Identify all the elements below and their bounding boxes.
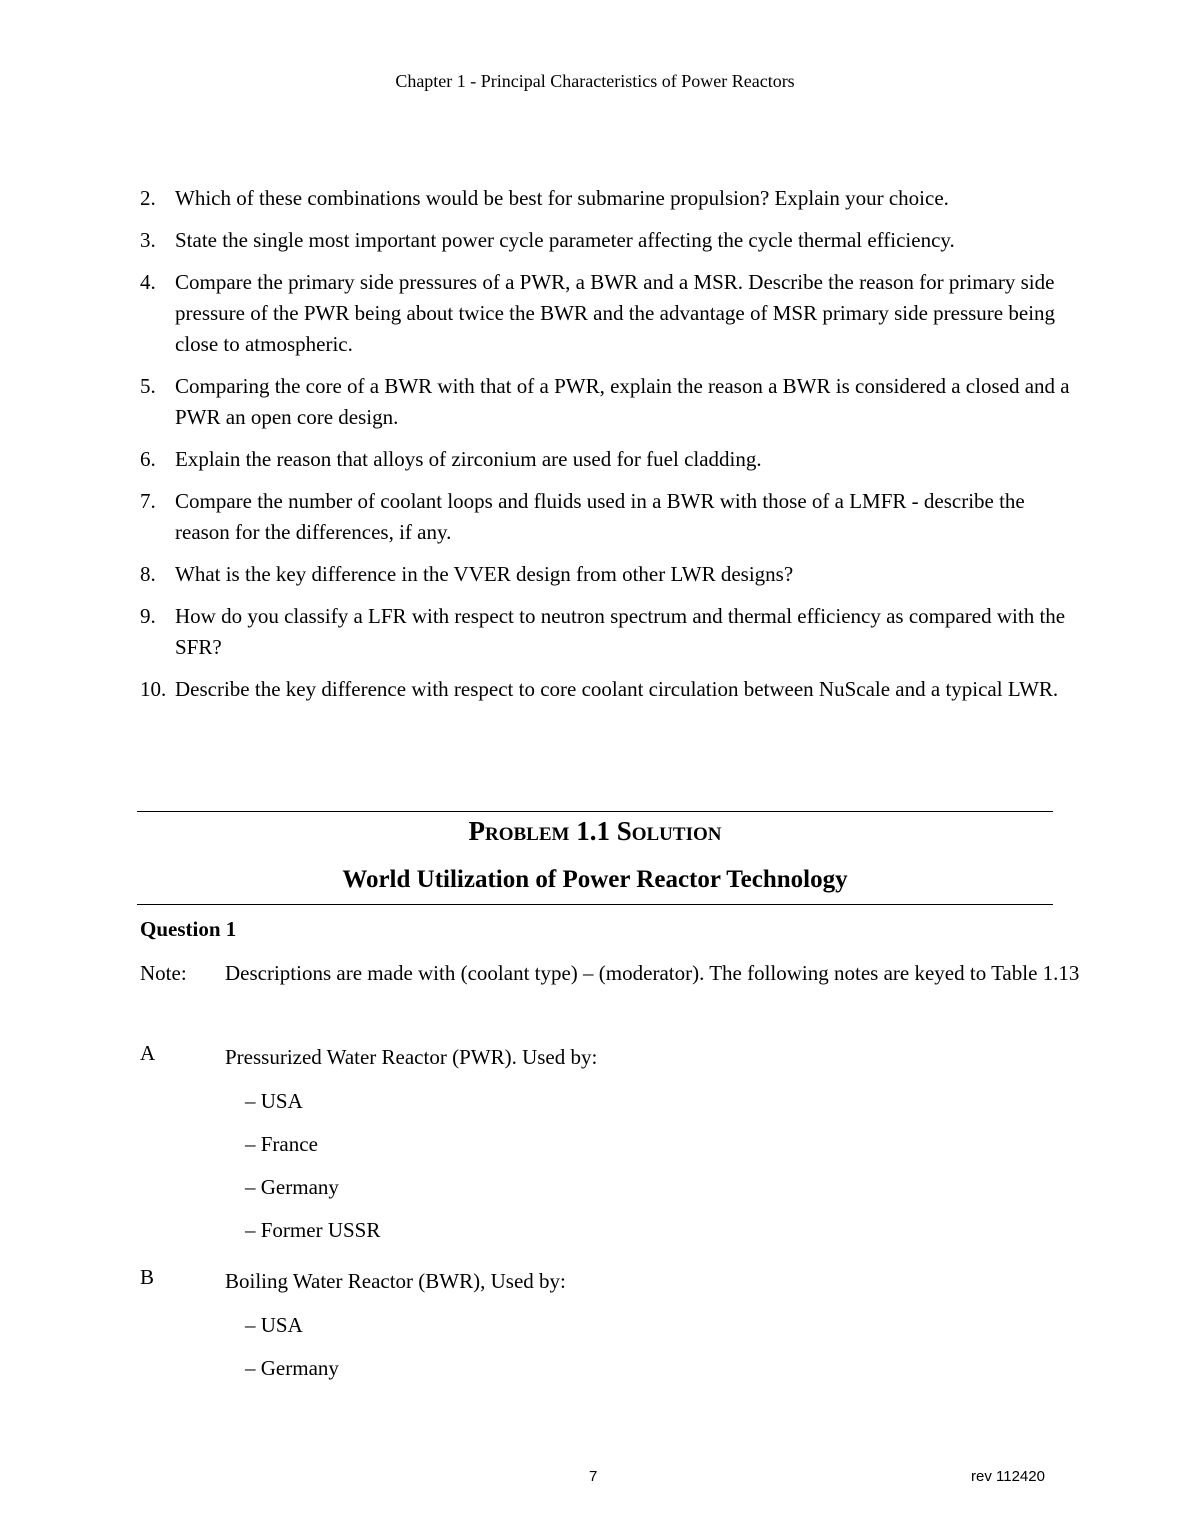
entry-letter: B xyxy=(140,1265,155,1289)
section-rule-top xyxy=(137,811,1053,812)
question-number: 9. xyxy=(140,604,156,628)
question-heading: Question 1 xyxy=(140,917,237,941)
question-item xyxy=(140,559,1070,590)
question-item xyxy=(140,267,1070,360)
question-item xyxy=(140,225,1070,256)
entry-title: Pressurized Water Reactor (PWR). Used by: xyxy=(225,1045,598,1069)
user-item: – Germany xyxy=(245,1175,339,1199)
question-number: 4. xyxy=(140,270,156,294)
solution-title: Problem 1.1 Solution xyxy=(468,816,722,846)
user-item: – Germany xyxy=(245,1356,339,1380)
question-item xyxy=(140,371,1070,433)
question-number: 6. xyxy=(140,447,156,471)
question-text: Describe the key difference with respect to core coolant circulation between NuScale and a typical LWR. xyxy=(175,677,1059,701)
question-item xyxy=(140,486,1070,548)
question-text: State the single most important power cycle parameter affecting the cycle thermal efficiency. xyxy=(175,228,955,252)
question-text: Compare the number of coolant loops and fluids used in a BWR with those of a LMFR - describe the reason for the differences, if any. xyxy=(175,489,1025,544)
user-list xyxy=(245,1088,380,1260)
question-number: 10. xyxy=(140,677,167,701)
question-item xyxy=(140,674,1070,705)
question-text: Comparing the core of a BWR with that of a PWR, explain the reason a BWR is considered a closed and a PWR an open core design. xyxy=(175,374,1070,429)
question-item xyxy=(140,183,1070,214)
question-item xyxy=(140,444,1070,475)
question-number: 8. xyxy=(140,562,156,586)
user-item: – Former USSR xyxy=(245,1218,381,1242)
note xyxy=(140,958,1080,989)
section-rule-bottom xyxy=(137,904,1053,905)
entry-title: Boiling Water Reactor (BWR), Used by: xyxy=(225,1269,566,1293)
question-text: Compare the primary side pressures of a PWR, a BWR and a MSR. Describe the reason for primary side pressure of the PWR being about twice the BWR and the advantage of MSR primary side pressure being close to atmospheric. xyxy=(175,270,1056,356)
solution-subtitle: World Utilization of Power Reactor Technology xyxy=(342,866,848,893)
question-text: Explain the reason that alloys of zirconium are used for fuel cladding. xyxy=(175,447,762,471)
question-text: Which of these combinations would be best for submarine propulsion? Explain your choice. xyxy=(175,186,949,210)
question-item xyxy=(140,601,1070,663)
page-number: 7 xyxy=(589,1468,598,1485)
question-list xyxy=(140,183,1070,716)
question-text: What is the key difference in the VVER design from other LWR designs? xyxy=(175,562,794,586)
entry-letter: A xyxy=(140,1041,156,1065)
user-item: – USA xyxy=(245,1089,303,1113)
note-label: Note: xyxy=(140,961,187,985)
user-item: – France xyxy=(245,1132,318,1156)
note-text: Descriptions are made with (coolant type) – (moderator). The following notes are keyed to Table 1.13 xyxy=(225,961,1080,985)
question-number: 7. xyxy=(140,489,156,513)
question-text: How do you classify a LFR with respect to neutron spectrum and thermal efficiency as compared with the SFR? xyxy=(175,604,1066,659)
question-number: 2. xyxy=(140,186,156,210)
question-number: 3. xyxy=(140,228,156,252)
user-item: – USA xyxy=(245,1313,303,1337)
running-header: Chapter 1 - Principal Characteristics of Power Reactors xyxy=(395,71,795,91)
question-number: 5. xyxy=(140,374,156,398)
revision-label: rev 112420 xyxy=(971,1468,1045,1485)
user-list xyxy=(245,1312,339,1398)
